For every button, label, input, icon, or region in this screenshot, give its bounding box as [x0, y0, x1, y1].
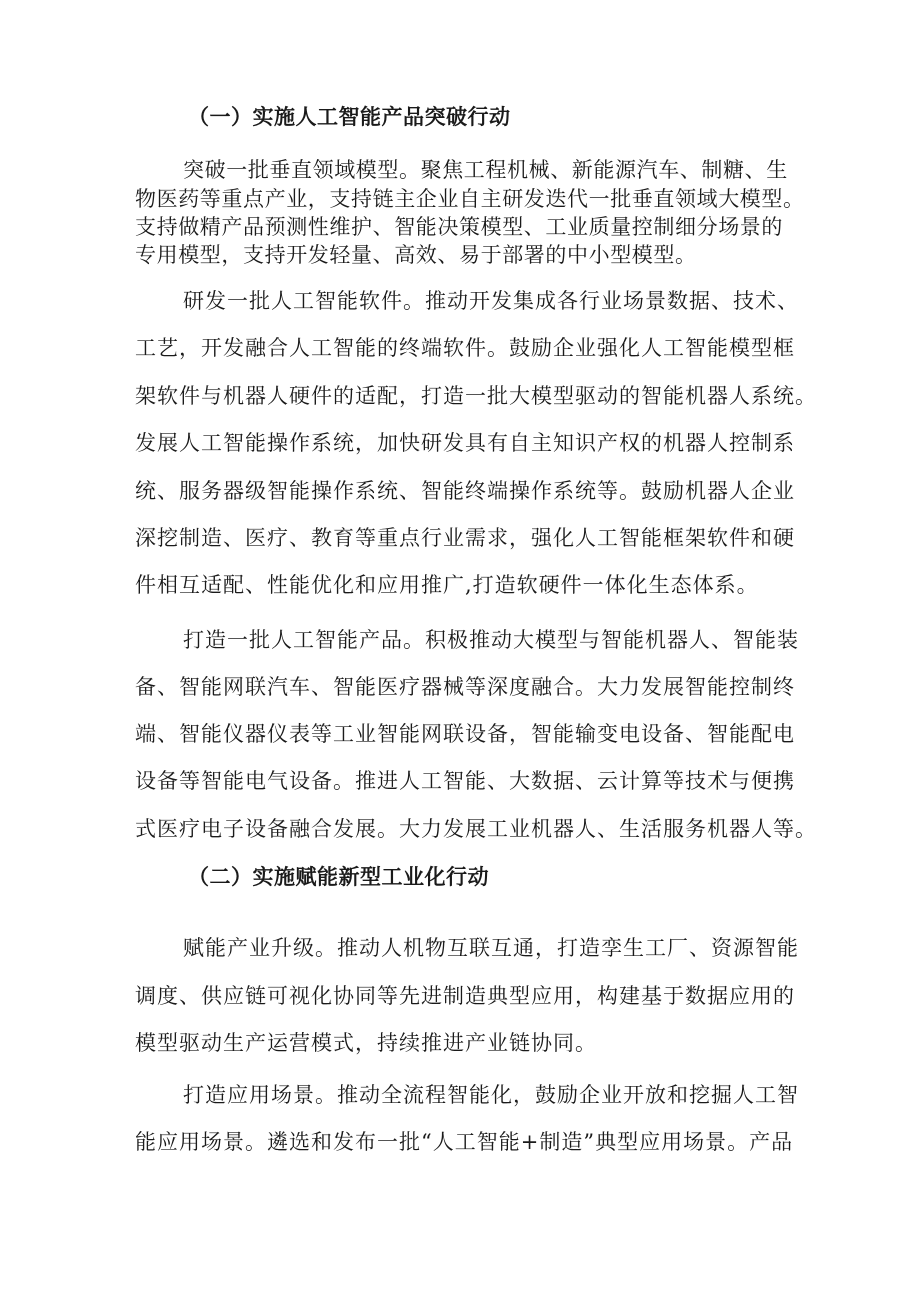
text-line: 赋能产业升级。推动人机物互联互通，打造孪生工厂、资源智能 — [183, 936, 799, 960]
text-line: 调度、供应链可视化协同等先进制造典型应用，构建基于数据应用的 — [135, 984, 795, 1008]
text-line: 统、服务器级智能操作系统、智能终端操作系统等。鼓励机器人企业 — [135, 479, 795, 503]
text-line: 工艺，开发融合人工智能的终端软件。鼓励企业强化人工智能模型框 — [135, 336, 795, 360]
text-line: 件相互适配、性能优化和应用推广,打造软硬件一体化生态体系。 — [135, 573, 759, 597]
text-line: 备、智能网联汽车、智能医疗器械等深度融合。大力发展智能控制终 — [135, 675, 795, 699]
text-line: 式医疗电子设备融合发展。大力发展工业机器人、生活服务机器人等。 — [135, 817, 817, 841]
text-line: 设备等智能电气设备。推进人工智能、大数据、云计算等技术与便携 — [135, 769, 795, 793]
text-line: 物医药等重点产业，支持链主企业自主研发迭代一批垂直领域大模型。 — [135, 187, 805, 211]
text-line: 深挖制造、医疗、教育等重点行业需求，强化人工智能框架软件和硬 — [135, 526, 795, 550]
text-line: 打造一批人工智能产品。积极推动大模型与智能机器人、智能装 — [183, 628, 799, 652]
text-line: 端、智能仪器仪表等工业智能网联设备，智能输变电设备、智能配电 — [135, 722, 795, 746]
section-heading-2: （二）实施赋能新型工业化行动 — [188, 864, 489, 889]
text-line: 支持做精产品预测性维护、智能决策模型、工业质量控制细分场景的 — [135, 215, 783, 239]
text-line: 发展人工智能操作系统，加快研发具有自主知识产权的机器人控制系 — [135, 431, 795, 455]
text-line: 专用模型，支持开发轻量、高效、易于部署的中小型模型。 — [135, 243, 697, 267]
text-line: 架软件与机器人硬件的适配，打造一批大模型驱动的智能机器人系统。 — [135, 384, 817, 408]
text-line: 模型驱动生产运营模式，持续推进产业链协同。 — [135, 1031, 597, 1055]
text-line: 打造应用场景。推动全流程智能化，鼓励企业开放和挖掘人工智 — [183, 1083, 799, 1107]
text-line: 能应用场景。遴选和发布一批“人工智能+制造”典型应用场景。产品 — [135, 1130, 794, 1154]
section-heading-1: （一）实施人工智能产品突破行动 — [188, 104, 511, 129]
text-line: 突破一批垂直领域模型。聚焦工程机械、新能源汽车、制糖、生 — [183, 158, 788, 182]
text-line: 研发一批人工智能软件。推动开发集成各行业场景数据、技术、 — [183, 289, 799, 313]
